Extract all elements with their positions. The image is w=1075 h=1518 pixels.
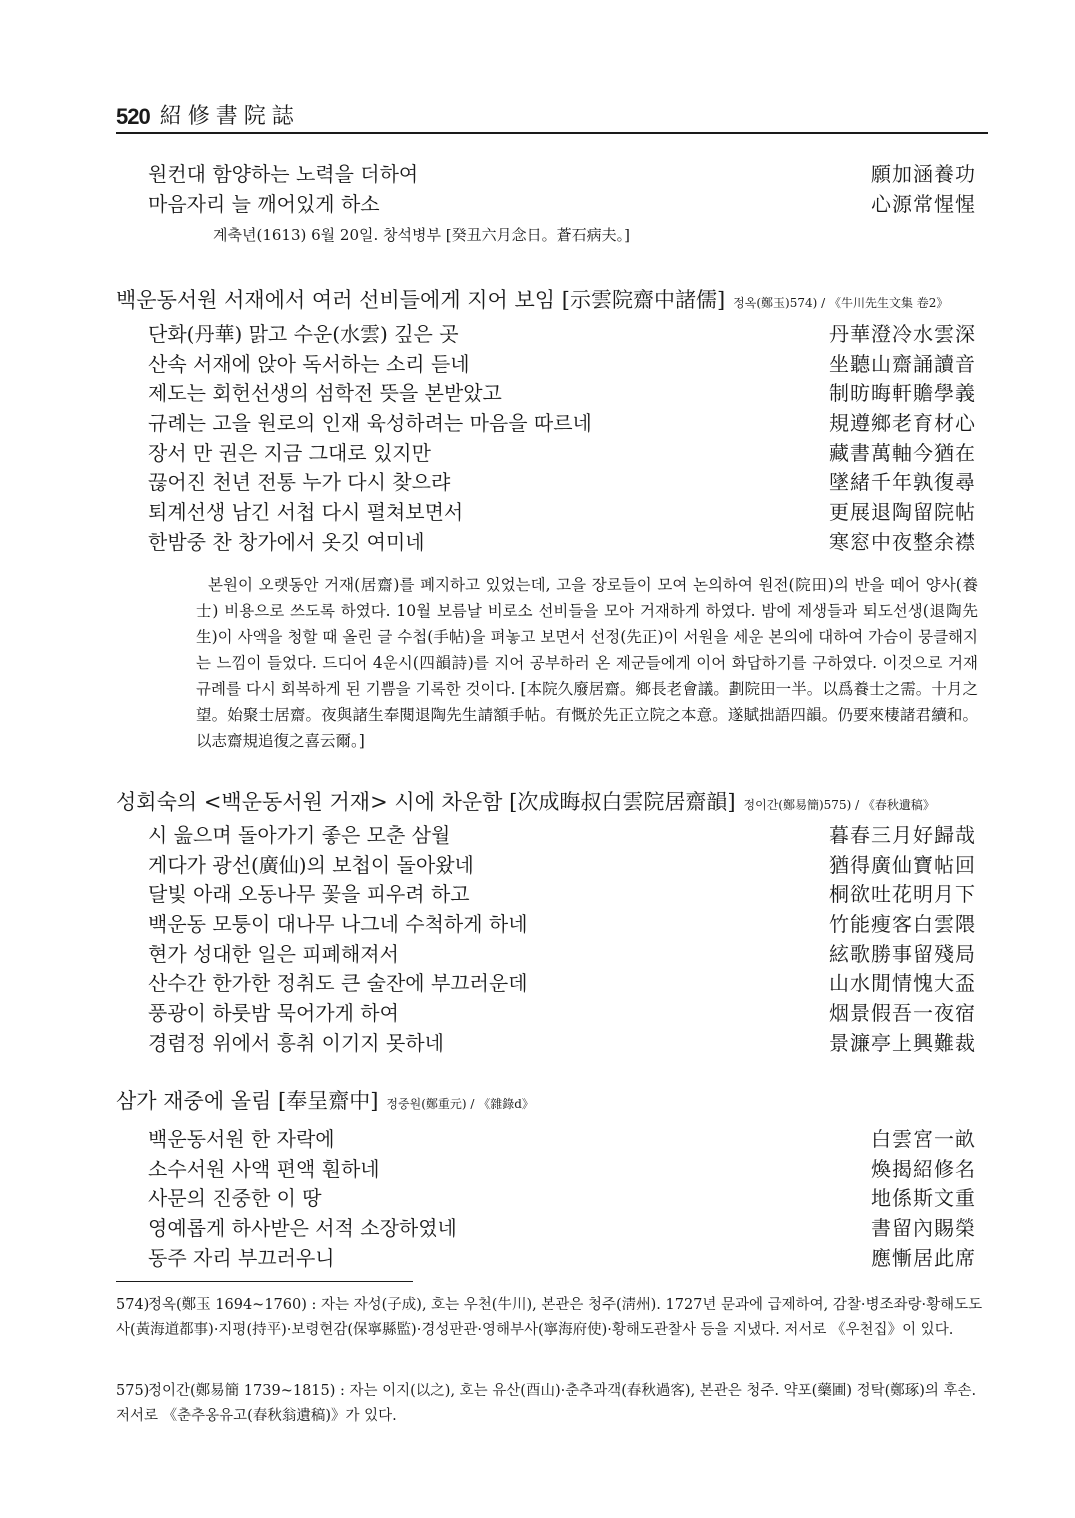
verse-korean: 백운동 모퉁이 대나무 나그네 수척하게 하네 (148, 912, 528, 937)
verse-korean: 경렴정 위에서 흥취 이기지 못하네 (148, 1030, 444, 1055)
verse-hanja: 心源常惺惺 (871, 191, 976, 216)
verse-hanja: 山水閒情愧大盃 (829, 971, 976, 996)
verse-hanja: 烟景假吾一夜宿 (829, 1001, 976, 1026)
verse-korean: 퇴계선생 남긴 서첩 다시 펼쳐보면서 (148, 500, 464, 525)
verse-hanja: 地係斯文重 (871, 1186, 976, 1211)
verse-korean: 끊어진 천년 전통 누가 다시 찾으랴 (148, 470, 451, 495)
verse-line (148, 969, 976, 999)
verse-korean: 규례는 고을 원로의 인재 육성하려는 마음을 따르네 (148, 411, 592, 436)
poem3-meta: 정중원(鄭重元) / 《雜錄d》 (386, 1097, 534, 1111)
verse-hanja: 景濂亭上興難裁 (829, 1030, 976, 1055)
verse-line (148, 1244, 976, 1274)
verse-korean: 한밤중 찬 창가에서 옷깃 여미네 (148, 529, 425, 554)
poem2-title: 성회숙의 <백운동서원 거재> 시에 차운함 [次成晦叔白雲院居齋韻] (116, 790, 736, 814)
footnote-divider (116, 1281, 413, 1282)
verse-line (148, 439, 976, 469)
footnote-text: 정옥(鄭玉 1694~1760) : 자는 자성(子成), 호는 우천(牛川), 본관은 청주(淸州). 1727년 문과에 급제하여, 감찰·병조좌랑·황해도도사(黃海道都事)·지평(持平)·보령현감(保寧縣監)·경성판관·영해부사(寧海府使)·황해도관찰사 등을 지냈다. 저서로 《우천집》이 있다. (116, 1297, 983, 1338)
footnote-text: 정이간(鄭易簡 1739~1815) : 자는 이지(以之), 호는 유산(酉山)·춘추과객(春秋過客), 본관은 청주. 약포(藥圃) 정탁(鄭琢)의 후손. 저서로 《춘추옹유고(春秋翁遺稿)》가 있다. (116, 1383, 977, 1424)
verse-line (148, 999, 976, 1029)
verse-korean: 장서 만 권은 지금 그대로 있지만 (148, 440, 431, 465)
intro-date: 계축년(1613) 6월 20일. 창석병부 [癸丑六月念日。蒼石病夫。] (213, 226, 630, 244)
verse-korean: 동주 자리 부끄러우니 (148, 1245, 335, 1270)
verse-line (148, 1029, 976, 1059)
intro-verse (148, 160, 976, 219)
verse-line (148, 1155, 976, 1185)
verse-korean: 마음자리 늘 깨어있게 하소 (148, 191, 380, 216)
verse-korean: 사문의 진중한 이 땅 (148, 1186, 322, 1211)
verse-korean: 시 읊으며 돌아가기 좋은 모춘 삼월 (148, 823, 451, 847)
verse-hanja: 竹能瘦客白雲隈 (829, 912, 976, 937)
verse-korean: 백운동서원 한 자락에 (148, 1127, 335, 1151)
poem3-title: 삼가 재중에 올림 [奉呈齋中] (116, 1089, 379, 1113)
verse-hanja: 白雲宮一畝 (871, 1127, 976, 1151)
verse-hanja: 暮春三月好歸哉 (829, 823, 976, 847)
verse-korean: 게다가 광선(廣仙)의 보첩이 돌아왔네 (148, 852, 474, 877)
verse-hanja: 丹華澄冷水雲深 (829, 322, 976, 346)
verse-line (148, 468, 976, 498)
verse-hanja: 桐欲吐花明月下 (829, 882, 976, 907)
verse-line (148, 1214, 976, 1244)
verse-hanja: 坐聽山齋誦讀音 (829, 351, 976, 376)
poem2-verse (148, 821, 976, 1059)
poem1-meta: 정옥(鄭玉)574) / 《牛川先生文集 卷2》 (733, 296, 949, 310)
note-paragraph: 본원이 오랫동안 거재(居齋)를 폐지하고 있었는데, 고을 장로들이 모여 논의하여 원전(院田)의 반을 떼어 양사(養士) 비용으로 쓰도록 하였다. 10월 보름날 비로소 선비들을 모아 거재하게 하였다. 밤에 제생들과 퇴도선생(退陶先生)이 사액을 청할 때 올린 글 수첩(手帖)을 펴놓고 보면서 선정(先正)이 서원을 세운 본의에 대하여 가슴이 뭉클해지는 느낌이 들었다. 드디어 4운시(四韻詩)를 지어 공부하러 온 제군들에게 이어 화답하기를 구하였다. 이것으로 거재 규례를 다시 회복하게 된 기쁨을 기록한 것이다. [本院久廢居齋。鄉長老會議。劃院田一半。以爲養士之需。十月之望。始聚士居齋。夜與諸生奉閱退陶先生請額手帖。有慨於先正立院之本意。遂賦拙語四韻。仍要來棲諸君續和。以志齋規追復之喜云爾。] (196, 576, 978, 750)
verse-korean: 산수간 한가한 정취도 큰 술잔에 부끄러운데 (148, 971, 528, 996)
verse-hanja: 更展退陶留院帖 (829, 500, 976, 525)
page-number: 520 (116, 104, 150, 129)
verse-hanja: 藏書萬軸今猶在 (829, 440, 976, 465)
poem1-heading (116, 284, 948, 314)
poem2-heading (116, 786, 935, 816)
verse-korean: 달빛 아래 오동나무 꽃을 피우려 하고 (148, 882, 470, 907)
book-title: 紹修書院誌 (159, 104, 300, 129)
page-header (116, 100, 988, 134)
poem3-heading (116, 1085, 534, 1115)
verse-line (148, 498, 976, 528)
verse-line (148, 320, 976, 350)
verse-korean: 단화(丹華) 맑고 수운(水雲) 깊은 곳 (148, 322, 459, 346)
verse-korean: 영예롭게 하사받은 서적 소장하였네 (148, 1216, 457, 1241)
verse-hanja: 寒窓中夜整余襟 (829, 529, 976, 554)
verse-hanja: 書留內賜榮 (871, 1216, 976, 1241)
verse-line (148, 1125, 976, 1155)
verse-line (148, 350, 976, 380)
footnote-number: 575) (116, 1383, 150, 1399)
verse-hanja: 絃歌勝事留殘局 (829, 941, 976, 966)
verse-korean: 제도는 회헌선생의 섬학전 뜻을 본받았고 (148, 381, 502, 406)
verse-line (148, 409, 976, 439)
poem3-verse (148, 1125, 976, 1273)
verse-hanja: 猶得廣仙寶帖回 (829, 852, 976, 877)
footnote (116, 1379, 984, 1429)
verse-korean: 현가 성대한 일은 피폐해져서 (148, 941, 399, 966)
verse-korean: 원컨대 함양하는 노력을 더하여 (148, 162, 419, 186)
verse-hanja: 願加涵養功 (871, 162, 976, 186)
verse-hanja: 應慚居此席 (871, 1245, 976, 1270)
verse-hanja: 煥揭紹修名 (871, 1156, 976, 1181)
verse-line (148, 190, 976, 220)
verse-line (148, 910, 976, 940)
poem1-note (196, 572, 978, 754)
poem1-verse (148, 320, 976, 558)
verse-korean: 산속 서재에 앉아 독서하는 소리 듣네 (148, 351, 470, 376)
verse-hanja: 墜緒千年孰復尋 (829, 470, 976, 495)
verse-line (148, 821, 976, 851)
footnote-number: 574) (116, 1297, 150, 1313)
verse-line (148, 528, 976, 558)
verse-line (148, 851, 976, 881)
verse-line (148, 379, 976, 409)
verse-hanja: 制昉晦軒贍學義 (829, 381, 976, 406)
verse-line (148, 160, 976, 190)
verse-line (148, 1184, 976, 1214)
verse-line (148, 880, 976, 910)
poem2-meta: 정이간(鄭易簡)575) / 《春秋遺稿》 (743, 798, 935, 812)
verse-hanja: 規遵鄉老育材心 (829, 411, 976, 436)
verse-korean: 풍광이 하룻밤 묵어가게 하여 (148, 1001, 399, 1026)
footnote (116, 1293, 984, 1343)
verse-korean: 소수서원 사액 편액 훤하네 (148, 1156, 380, 1181)
verse-line (148, 940, 976, 970)
poem1-title: 백운동서원 서재에서 여러 선비들에게 지어 보임 [示雲院齋中諸儒] (116, 288, 726, 312)
